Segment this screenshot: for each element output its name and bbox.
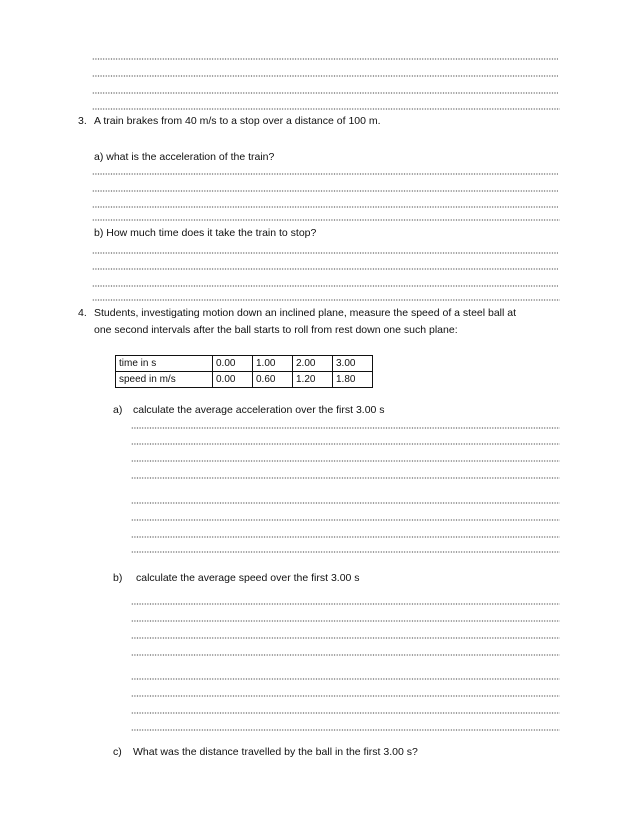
answer-line — [131, 443, 560, 445]
question-part-b: calculate the average speed over the first 3.00 s — [136, 572, 360, 584]
answer-line — [131, 654, 560, 656]
question-part-a: a) what is the acceleration of the train? — [94, 151, 275, 163]
table-cell: 1.00 — [253, 356, 293, 372]
table-cell: time in s — [116, 356, 213, 372]
answer-line — [92, 285, 558, 287]
question-text: A train brakes from 40 m/s to a stop over a distance of 100 m. — [94, 115, 381, 127]
answer-line — [92, 75, 558, 77]
part-label: c) — [113, 746, 122, 758]
table-cell: 2.00 — [293, 356, 333, 372]
answer-line — [131, 460, 560, 462]
table-row — [116, 372, 373, 388]
answer-line — [92, 206, 558, 208]
part-label: b) — [113, 572, 123, 584]
table-row — [116, 356, 373, 372]
table-cell: 3.00 — [333, 356, 373, 372]
answer-line — [131, 551, 560, 553]
answer-line — [92, 108, 560, 110]
answer-line — [131, 729, 560, 731]
question-text-line-1: Students, investigating motion down an inclined plane, measure the speed of a steel ball at — [94, 307, 517, 319]
answer-line — [92, 173, 558, 175]
answer-line — [92, 58, 558, 60]
table-cell: 1.20 — [293, 372, 333, 388]
question-part-c: What was the distance travelled by the ball in the first 3.00 s? — [133, 746, 418, 758]
data-table — [115, 355, 373, 388]
table-cell: 1.80 — [333, 372, 373, 388]
part-label: a) — [113, 404, 123, 416]
question-text-line-2: one second intervals after the ball starts to roll from rest down one such plane: — [94, 324, 458, 336]
answer-line — [92, 219, 560, 221]
answer-line — [92, 190, 558, 192]
answer-line — [131, 502, 560, 504]
question-number: 4. — [78, 307, 87, 319]
table-cell: 0.60 — [253, 372, 293, 388]
table-cell: 0.00 — [213, 356, 253, 372]
answer-line — [131, 637, 560, 639]
answer-line — [92, 252, 558, 254]
answer-line — [131, 695, 560, 697]
question-part-b: b) How much time does it take the train to stop? — [94, 227, 317, 239]
table-cell: speed in m/s — [116, 372, 213, 388]
table-cell: 0.00 — [213, 372, 253, 388]
question-number: 3. — [78, 115, 87, 127]
answer-line — [131, 536, 560, 538]
answer-line — [131, 678, 560, 680]
answer-line — [131, 603, 560, 605]
answer-line — [92, 299, 560, 301]
answer-line — [92, 92, 558, 94]
answer-line — [131, 477, 560, 479]
answer-line — [131, 519, 560, 521]
answer-line — [131, 427, 560, 429]
answer-line — [92, 268, 558, 270]
answer-line — [131, 620, 560, 622]
question-part-a: calculate the average acceleration over the first 3.00 s — [133, 404, 385, 416]
answer-line — [131, 712, 560, 714]
